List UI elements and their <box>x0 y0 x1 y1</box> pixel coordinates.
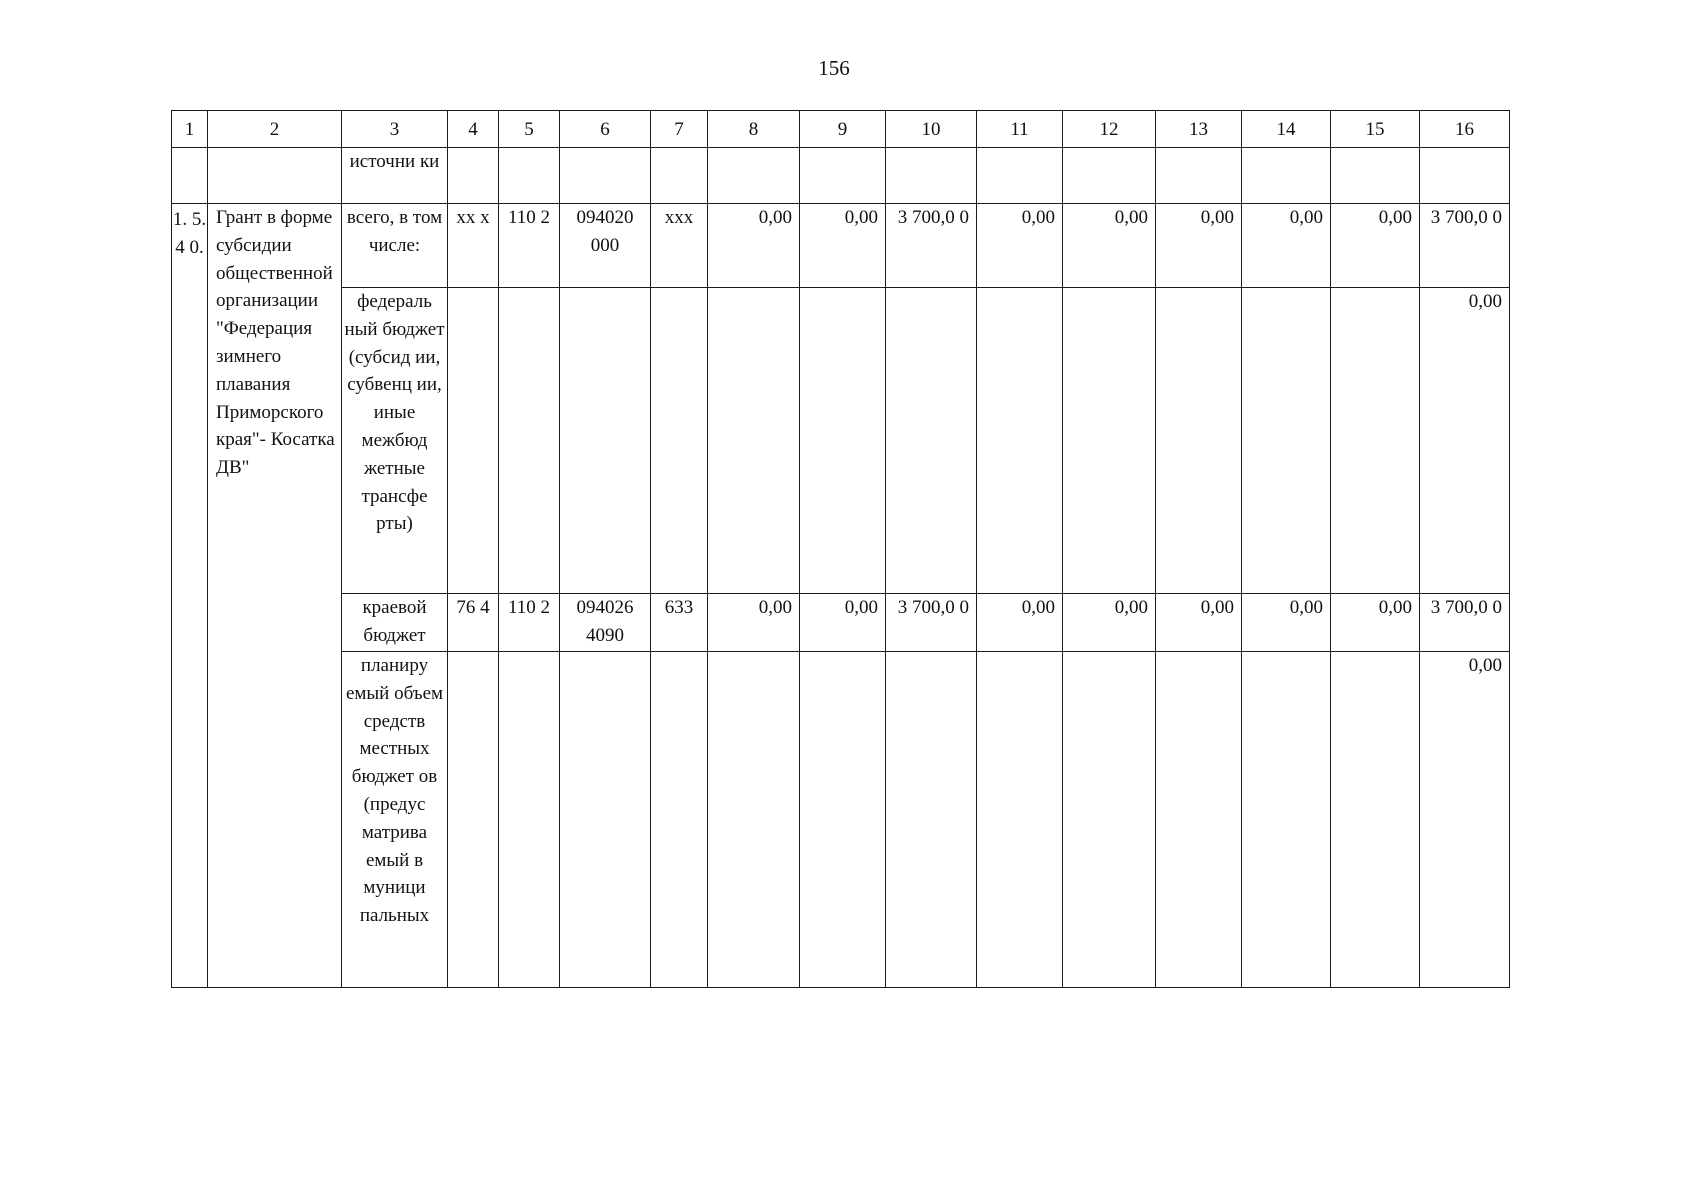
header-cell: 10 <box>886 111 977 148</box>
header-cell: 11 <box>977 111 1063 148</box>
header-cell: 8 <box>708 111 800 148</box>
cell-c10: 3 700,0 0 <box>886 594 977 652</box>
row-label: федераль ный бюджет (субсид ии, субвенц ии, иные межбюд жетные трансфе рты) <box>342 288 448 594</box>
header-cell: 2 <box>208 111 342 148</box>
cell-c10: 3 700,0 0 <box>886 204 977 288</box>
cell-c14: 0,00 <box>1242 594 1331 652</box>
cell-c6: 094020 000 <box>560 204 651 288</box>
source-label: источни ки <box>342 148 448 204</box>
cell-c13: 0,00 <box>1156 594 1242 652</box>
header-row <box>172 111 1510 148</box>
header-cell: 1 <box>172 111 208 148</box>
header-cell: 7 <box>651 111 708 148</box>
cell-c4: 76 4 <box>448 594 499 652</box>
header-cell: 14 <box>1242 111 1331 148</box>
header-cell: 15 <box>1331 111 1420 148</box>
cell-c15: 0,00 <box>1331 594 1420 652</box>
budget-table <box>171 110 1510 988</box>
cell-c16: 3 700,0 0 <box>1420 594 1510 652</box>
cell-c5: 110 2 <box>499 594 560 652</box>
cell-c15: 0,00 <box>1331 204 1420 288</box>
cell-c7: 633 <box>651 594 708 652</box>
page-number: 156 <box>818 56 850 80</box>
cell-c6: 094026 4090 <box>560 594 651 652</box>
table-row-source-continued <box>172 148 1510 204</box>
row-label: краевой бюджет <box>342 594 448 652</box>
cell-c11: 0,00 <box>977 204 1063 288</box>
cell-c5: 110 2 <box>499 204 560 288</box>
header-cell: 9 <box>800 111 886 148</box>
cell-c8: 0,00 <box>708 204 800 288</box>
header-cell: 12 <box>1063 111 1156 148</box>
table-row-total <box>172 204 1510 288</box>
header-cell: 6 <box>560 111 651 148</box>
cell-c13: 0,00 <box>1156 204 1242 288</box>
cell-c12: 0,00 <box>1063 204 1156 288</box>
table-row-federal <box>172 288 1510 594</box>
row-label: планиру емый объем средств местных бюджет ов (предус матрива емый в муници пальных <box>342 652 448 988</box>
cell-c9: 0,00 <box>800 594 886 652</box>
cell-c8: 0,00 <box>708 594 800 652</box>
cell-c9: 0,00 <box>800 204 886 288</box>
header-cell: 13 <box>1156 111 1242 148</box>
header-cell: 5 <box>499 111 560 148</box>
cell-c16: 0,00 <box>1420 288 1510 594</box>
item-number: 1. 5. 4 0. <box>172 204 208 988</box>
cell-c16: 0,00 <box>1420 652 1510 988</box>
cell-c12: 0,00 <box>1063 594 1156 652</box>
row-label: всего, в том числе: <box>342 204 448 288</box>
cell-c11: 0,00 <box>977 594 1063 652</box>
cell-c14: 0,00 <box>1242 204 1331 288</box>
header-cell: 3 <box>342 111 448 148</box>
cell-c16: 3 700,0 0 <box>1420 204 1510 288</box>
header-cell: 4 <box>448 111 499 148</box>
cell-c4: xx x <box>448 204 499 288</box>
cell-c7: xxx <box>651 204 708 288</box>
item-title: Грант в форме субсидии общественной организации "Федерация зимнего плавания Приморского края"- Косатка ДВ" <box>208 204 342 988</box>
table-row-regional <box>172 594 1510 652</box>
header-cell: 16 <box>1420 111 1510 148</box>
table-row-local <box>172 652 1510 988</box>
